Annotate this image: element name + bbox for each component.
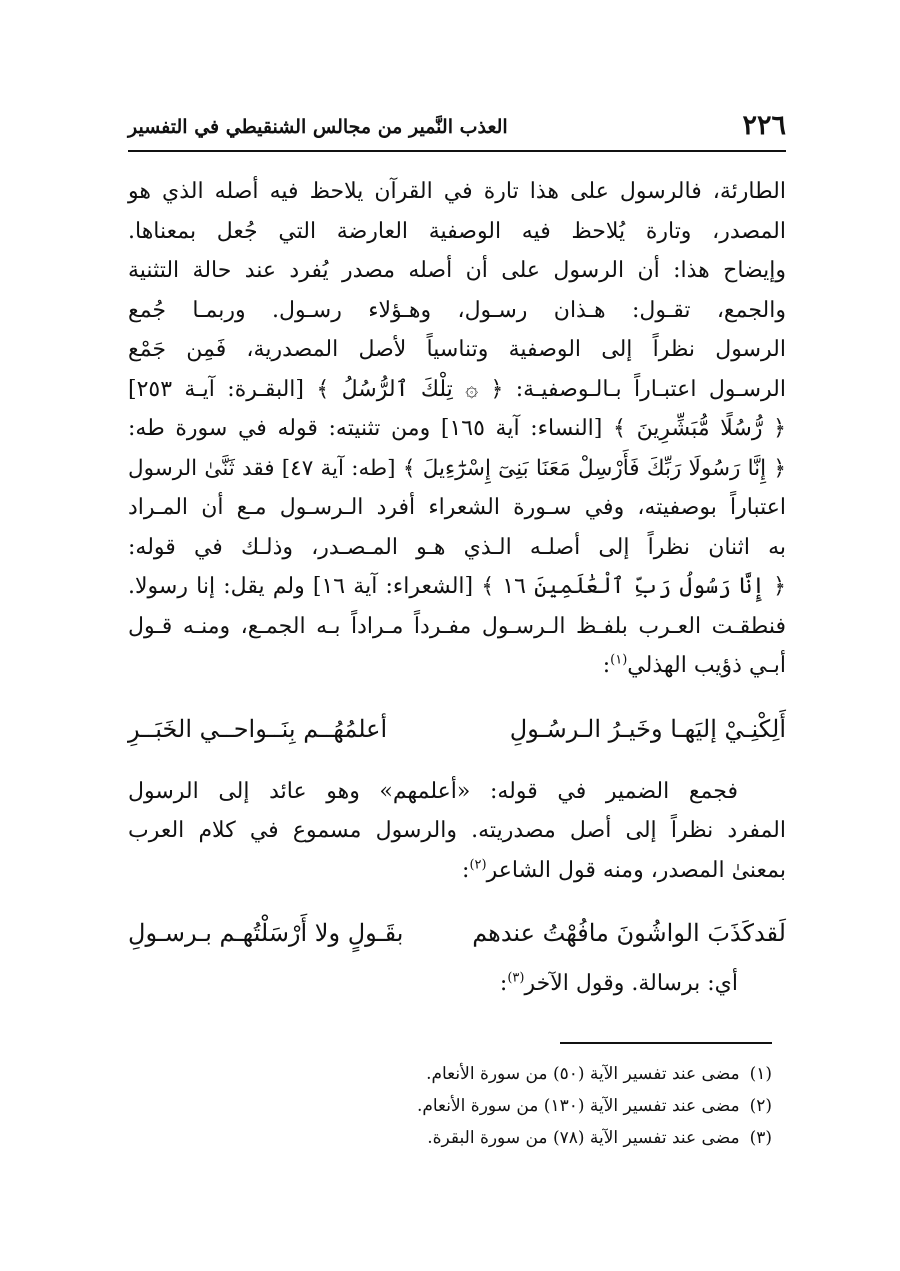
- footnote-number: (١): [749, 1064, 772, 1084]
- poetry-verse: [128, 698, 786, 760]
- text-line: المصدر، وتارة يُلاحظ فيه الوصفية العارضة التي جُعل بمعناها.: [128, 218, 786, 244]
- colon: :: [499, 971, 508, 996]
- verse-second-hemistich: أعلمُهُــم بِنَــواحــي الخَبَــرِ: [128, 714, 388, 743]
- spacer: [128, 760, 786, 772]
- verse-second-hemistich: بقَـولٍ ولا أَرْسَلْتُهـم بـرسـولِ: [128, 919, 404, 947]
- text-line: ﴿ رُّسُلًا مُّبَشِّرِينَ ﴾ [النساء: آية ١٦٥] ومن تثنيته: قوله في سورة طه:: [128, 416, 787, 441]
- text-line: ﴿ إِنَّا رَسُولُ رَبِّ ٱلْعَٰلَمِينَ ١٦ ﴾ [الشعراء: آية ١٦] ولم يقل: إنا رسولا.: [128, 574, 786, 599]
- page-header: [128, 108, 786, 150]
- footnote-ref: (٢): [469, 857, 487, 873]
- footnote: [114, 1090, 772, 1122]
- footnotes: [114, 1058, 772, 1154]
- text-line: الرسـول اعتبـاراً بـالـوصفيـة: ﴿ ۞ تِلْكَ ٱلرُّسُلُ ﴾ [البقـرة: آيـة ٢٥٣]: [128, 376, 786, 402]
- footnote: [114, 1122, 772, 1154]
- text-line: والجمع، تقـول: هـذان رسـول، وهـؤلاء رسـول. وربمـا جُمع: [128, 297, 786, 323]
- header-rule: [128, 150, 786, 152]
- poetry-verse: [128, 902, 786, 964]
- footnote-ref: (١): [610, 652, 628, 668]
- footnote-text: مضى عند تفسير الآية (٧٨) من سورة البقرة.: [427, 1128, 740, 1148]
- text-line: [128, 851, 786, 891]
- footnote: [114, 1058, 772, 1090]
- footnote-ref: (٣): [507, 970, 525, 986]
- text-line: ﴿ إِنَّا رَسُولَا رَبِّكَ فَأَرْسِلْ مَعَنَا بَنِىٓ إِسْرَٰٓءِيلَ ﴾ [طه: آية ٤٧] فقد ثَنَّىٰ الرسول: [128, 455, 786, 481]
- main-text: [128, 172, 786, 1004]
- footnote-text: مضى عند تفسير الآية (١٣٠) من سورة الأنعام.: [416, 1096, 740, 1116]
- text-line: الرسول نظراً إلى الوصفية وتناسياً لأصل المصدرية، فَمِن جَمْع: [128, 337, 786, 362]
- footnote-text: مضى عند تفسير الآية (٥٠) من سورة الأنعام.: [426, 1064, 740, 1084]
- text-line: الطارئة، فالرسول على هذا تارة في القرآن يلاحظ فيه أصله الذي هو: [128, 179, 786, 204]
- footnote-number: (٣): [749, 1128, 772, 1148]
- spacer: [128, 890, 786, 902]
- text-line: وإيضاح هذا: أن الرسول على أن أصله مصدر يُفرد عند حالة التثنية: [128, 258, 786, 283]
- text-fragment: بمعنىٰ المصدر، ومنه قول الشاعر: [486, 857, 786, 883]
- text-fragment: أبـي ذؤيب الهذلي: [627, 653, 786, 678]
- text-fragment: أي: برسالة. وقول الآخر: [524, 971, 738, 996]
- text-line: اعتباراً بوصفيته، وفي سـورة الشعراء أفرد الـرسـول مـع أن المـراد: [128, 495, 786, 520]
- text-line: به اثنان نظراً إلى أصلـه الـذي هـو المـصـدر، وذلـك في قوله:: [128, 534, 786, 560]
- footnote-separator: [560, 1042, 772, 1044]
- page-number: ٢٢٦: [742, 110, 786, 141]
- colon: :: [462, 857, 470, 883]
- text-line: [128, 646, 786, 686]
- verse-first-hemistich: أَلِكْنِـيْ إليَهـا وخَيـرُ الـرسُـولِ: [509, 714, 786, 743]
- text-line: فنطقـت العـرب بلفـظ الـرسـول مفـرداً مـراداً بـه الجمـع، ومنـه قـول: [128, 613, 786, 639]
- footnote-number: (٢): [749, 1096, 772, 1116]
- colon: :: [602, 653, 611, 678]
- text-line: فجمع الضمير في قوله: «أعلمهم» وهو عائد إلى الرسول: [128, 778, 738, 804]
- running-title: العذب النَّمير من مجالس الشنقيطي في التفسير: [128, 116, 508, 138]
- spacer: [128, 686, 786, 698]
- verse-first-hemistich: لَقدكَذَبَ الواشُونَ مافُهْتُ عندهم: [472, 919, 786, 947]
- text-line: المفرد نظراً إلى أصل مصدريته. والرسول مسموع في كلام العرب: [128, 818, 786, 843]
- text-line: [128, 964, 786, 1004]
